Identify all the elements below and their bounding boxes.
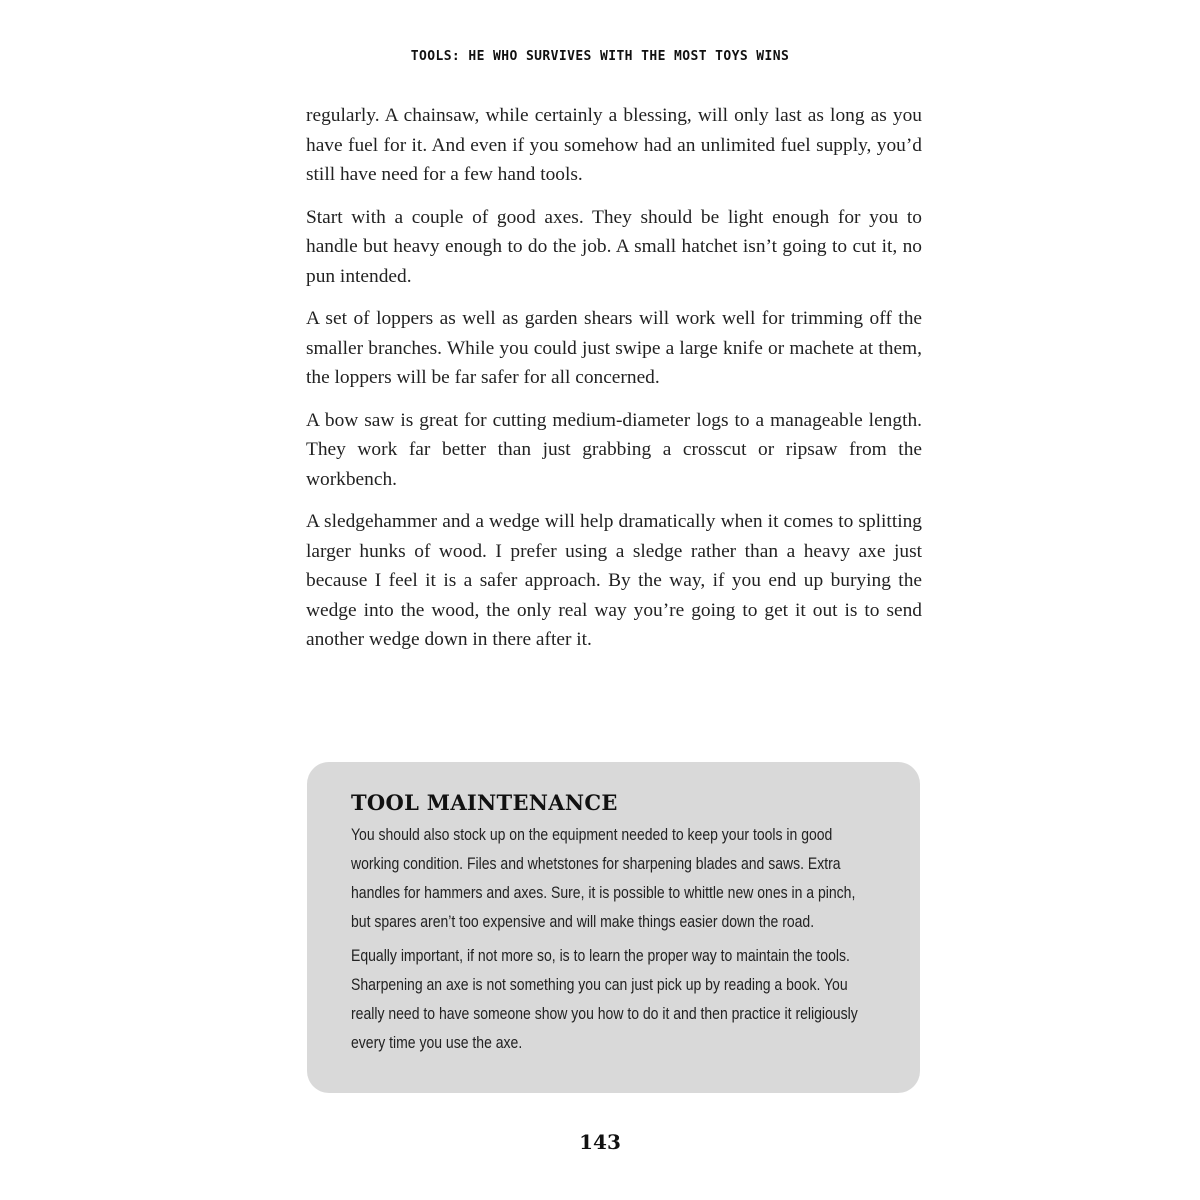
body-text xyxy=(306,101,922,668)
tool-maintenance-sidebar xyxy=(307,762,920,1093)
body-paragraph: A bow saw is great for cutting medium-diameter logs to a manageable length. They work far better than just grabbing a crosscut or ripsaw from the workbench. xyxy=(306,409,922,490)
body-paragraph: A sledgehammer and a wedge will help dramatically when it comes to splitting larger hunks of wood. I prefer using a sledge rather than a heavy axe just because I feel it is a safer approach. By the way, if you end up burying the wedge into the wood, the only real way you’re going to get it out is to send another wedge down in there after it. xyxy=(306,511,922,650)
body-paragraph: A set of loppers as well as garden shears will work well for trimming off the smaller branches. While you could just swipe a large knife or machete at them, the loppers will be far safer for all concerned. xyxy=(306,308,922,388)
running-head: TOOLS: HE WHO SURVIVES WITH THE MOST TOYS WINS xyxy=(410,49,790,64)
sidebar-paragraph: You should also stock up on the equipment needed to keep your tools in good working condition. Files and whetstones for sharpening blades and saws. Extra handles for hammers and axes. Sure, it is possible to whittle new ones in a pinch, but spares aren’t too expensive and will make things easier down the road. xyxy=(351,826,856,931)
sidebar-text xyxy=(351,821,876,1058)
body-paragraph: Start with a couple of good axes. They should be light enough for you to handle but heavy enough to do the job. A small hatchet isn’t going to cut it, no pun intended. xyxy=(306,206,922,287)
page-number: 143 xyxy=(579,1130,621,1154)
sidebar-paragraph: Equally important, if not more so, is to learn the proper way to maintain the tools. Sharpening an axe is not something you can just pick up by reading a book. You really need to have someone show you how to do it and then practice it religiously every time you use the axe. xyxy=(351,947,858,1052)
sidebar-title: TOOL MAINTENANCE xyxy=(351,790,618,815)
body-paragraph: regularly. A chainsaw, while certainly a blessing, will only last as long as you have fuel for it. And even if you somehow had an unlimited fuel supply, you’d still have need for a few hand tools. xyxy=(306,105,922,185)
